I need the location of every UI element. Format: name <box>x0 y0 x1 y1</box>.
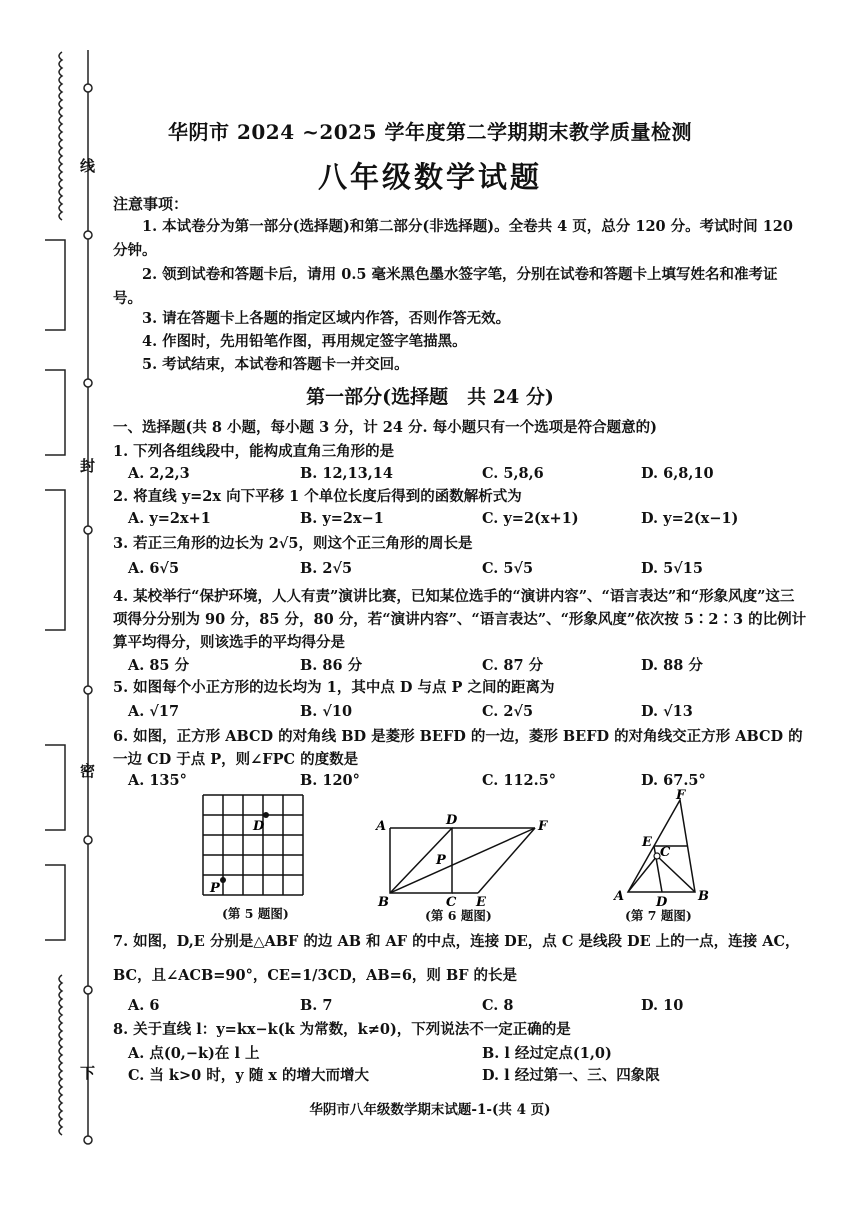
section1-heading: 一、选择题(共 8 小题，每小题 3 分，计 24 分. 每小题只有一个选项是符合题意的) <box>113 419 657 436</box>
option-b: B. 86 分 <box>300 657 363 674</box>
option-c: C. 87 分 <box>482 657 544 674</box>
option-d: D. l 经过第一、三、四象限 <box>482 1067 660 1084</box>
label-c: C <box>660 845 671 860</box>
option-c: C. y=2(x+1) <box>482 510 579 527</box>
note-item: 5. 考试结束，本试卷和答题卡一并交回。 <box>142 356 409 373</box>
question-stem: 7. 如图，D,E 分别是△ABF 的边 AB 和 AF 的中点，连接 DE，点 C 是线段 DE 上的一点，连接 AC，BC，且∠ACB=90°，CE=1/3CD，AB=6，则 BF 的长是 <box>113 933 800 984</box>
point-p <box>220 877 226 883</box>
option-a: A. 点(0,−k)在 l 上 <box>128 1045 260 1062</box>
binding-char-line: 线 <box>80 157 96 175</box>
exam-subject-title: 八年级数学试题 <box>317 160 542 194</box>
option-a: A. 6 <box>128 997 160 1014</box>
page-footer: 华阴市八年级数学期末试题-1-(共 4 页) <box>309 1102 551 1118</box>
option-d: D. y=2(x−1) <box>641 510 739 527</box>
label-e: E <box>476 895 486 908</box>
option-b: B. 120° <box>300 772 360 789</box>
option-c: C. 5,8,6 <box>482 465 544 482</box>
binding-char-seal: 封 <box>80 457 96 475</box>
option-b: B. 12,13,14 <box>300 465 393 482</box>
binding-char-secret: 密 <box>80 762 96 780</box>
note-item: 4. 作图时，先用铅笔作图，再用规定签字笔描黑。 <box>142 333 467 350</box>
option-a: A. 2,2,3 <box>128 465 190 482</box>
option-a: A. 6√5 <box>128 560 180 577</box>
option-a: A. 85 分 <box>128 657 190 674</box>
option-d: D. 5√15 <box>641 560 703 577</box>
figure-6-caption: (第 6 题图) <box>425 908 492 923</box>
question-stem: 5. 如图每个小正方形的边长均为 1，其中点 D 与点 P 之间的距离为 <box>113 679 555 696</box>
question-stem: 8. 关于直线 l：y=kx−k(k 为常数，k≠0)，下列说法不一定正确的是 <box>113 1021 571 1038</box>
option-b: B. 2√5 <box>300 560 353 577</box>
question-stem: 3. 若正三角形的边长为 2√5，则这个正三角形的周长是 <box>113 535 473 552</box>
figure-6-diagram <box>370 808 560 908</box>
label-a: A <box>376 819 387 834</box>
option-b: B. y=2x−1 <box>300 510 384 527</box>
notes-heading: 注意事项： <box>113 195 189 213</box>
option-a: A. y=2x+1 <box>128 510 211 527</box>
option-a: A. 135° <box>128 772 187 789</box>
exam-title: 华阴市 2024 ~2025 学年度第二学期期末教学质量检测 <box>168 120 692 144</box>
option-d: D. 10 <box>641 997 684 1014</box>
label-d: D <box>253 819 265 834</box>
label-p: P <box>210 881 220 896</box>
option-c: C. 当 k>0 时，y 随 x 的增大而增大 <box>128 1067 369 1084</box>
figure-5-caption: (第 5 题图) <box>222 906 289 921</box>
label-e: E <box>642 835 652 850</box>
label-b: B <box>698 889 709 904</box>
question-stem: 6. 如图，正方形 ABCD 的对角线 BD 是菱形 BEFD 的一边，菱形 BEFD 的对角线交正方形 ABCD 的一边 CD 于点 P，则∠FPC 的度数是 <box>113 728 803 768</box>
option-d: D. √13 <box>641 703 693 720</box>
option-c: C. 5√5 <box>482 560 534 577</box>
option-d: D. 88 分 <box>641 657 703 674</box>
question-stem: 1. 下列各组线段中，能构成直角三角形的是 <box>113 443 395 460</box>
label-p: P <box>436 853 446 868</box>
label-d: D <box>446 813 458 828</box>
label-f: F <box>538 819 548 834</box>
option-c: C. 112.5° <box>482 772 557 789</box>
label-a: A <box>614 889 625 904</box>
part1-title: 第一部分(选择题 共 24 分) <box>306 386 554 408</box>
option-b: B. √10 <box>300 703 353 720</box>
note-item: 3. 请在答题卡上各题的指定区域内作答，否则作答无效。 <box>142 310 511 327</box>
option-d: D. 67.5° <box>641 772 706 789</box>
figure-7-diagram <box>610 788 720 908</box>
option-d: D. 6,8,10 <box>641 465 714 482</box>
label-f: F <box>676 788 686 803</box>
binding-char-under: 下 <box>80 1064 96 1082</box>
option-c: C. 8 <box>482 997 514 1014</box>
note-item: 2. 领到试卷和答题卡后，请用 0.5 毫米黑色墨水签字笔，分别在试卷和答题卡上填写姓名和准考证号。 <box>113 266 778 307</box>
label-d: D <box>656 895 668 908</box>
label-c: C <box>446 895 457 908</box>
point-d <box>263 812 269 818</box>
option-a: A. √17 <box>128 703 180 720</box>
question-stem: 4. 某校举行“保护环境，人人有责”演讲比赛，已知某位选手的“演讲内容”、“语言表达”和“形象风度”这三项得分分别为 90 分，85 分，80 分，若“演讲内容”、“语言表达”、“形象风度”依次按 5∶2∶3 的比例计算平均得分，则该选手的平均得分是 <box>113 588 807 651</box>
figure-7-caption: (第 7 题图) <box>625 908 692 923</box>
option-b: B. 7 <box>300 997 333 1014</box>
question-stem: 2. 将直线 y=2x 向下平移 1 个单位长度后得到的函数解析式为 <box>113 488 522 505</box>
option-c: C. 2√5 <box>482 703 534 720</box>
figure-5-grid <box>198 790 310 902</box>
option-b: B. l 经过定点(1,0) <box>482 1045 612 1062</box>
label-b: B <box>378 895 389 908</box>
note-item: 1. 本试卷分为第一部分(选择题)和第二部分(非选择题)。全卷共 4 页，总分 120 分。考试时间 120 分钟。 <box>113 218 793 259</box>
